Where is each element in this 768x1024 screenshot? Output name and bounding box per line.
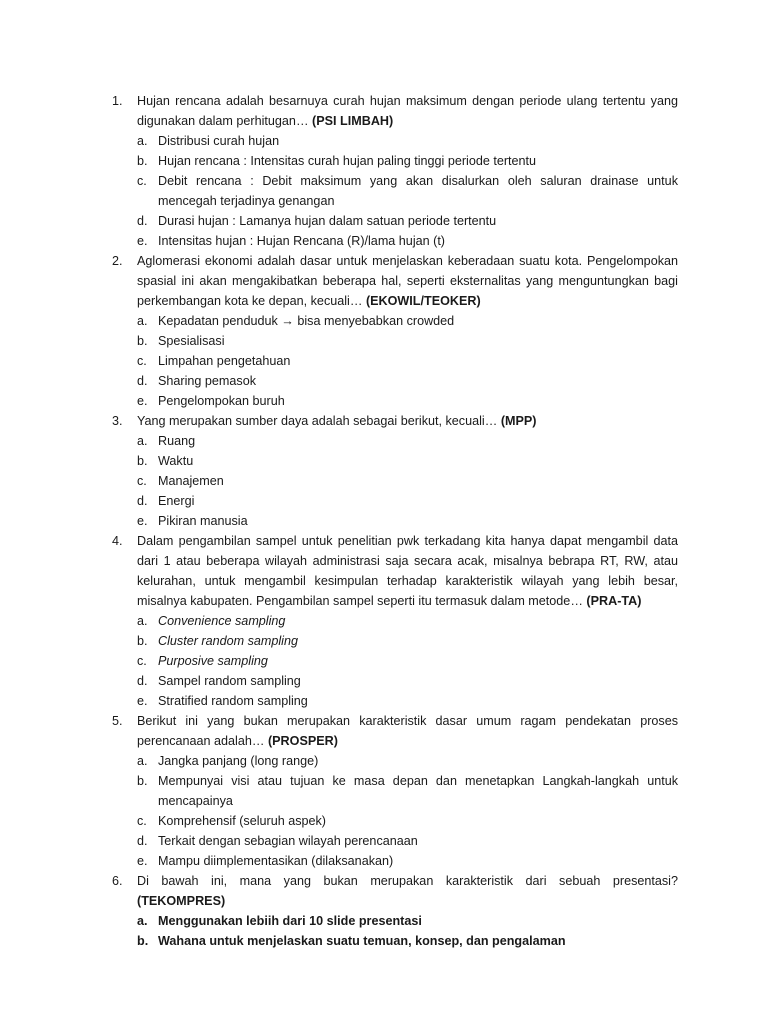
course-tag: (MPP) [500,414,537,428]
option-list [137,751,678,871]
option-list [137,611,678,711]
option-text: Manajemen [158,474,224,488]
question-stem [137,531,678,611]
option-letter: a. [137,914,148,928]
option-text: Sampel random sampling [158,674,301,688]
question-text: Aglomerasi ekonomi adalah dasar untuk menjelaskan keberadaan suatu kota. Pengelompokan spasial ini akan mengakibatkan beberapa hal, seperti eksternalitas yang menguntungkan bagi perkembangan kota ke depan, kecuali… [137,254,678,308]
option-text: Mampu diimplementasikan (dilaksanakan) [158,854,394,868]
option-c [137,351,678,371]
option-text: Komprehensif (seluruh aspek) [158,814,326,828]
question-number: 2. [112,254,123,268]
option-e [137,691,678,711]
option-d [137,671,678,691]
question-stem [137,91,678,131]
option-letter: e. [137,514,148,528]
course-tag: (TEKOMPRES) [137,894,226,908]
question-stem [137,251,678,311]
option-letter: c. [137,474,147,488]
option-text: Purposive sampling [158,654,268,668]
course-tag: (PSI LIMBAH) [312,114,394,128]
option-letter: e. [137,694,148,708]
option-list [137,911,678,951]
question-6 [102,871,678,951]
option-c [137,471,678,491]
option-text: Mempunyai visi atau tujuan ke masa depan dan menetapkan Langkah-langkah untuk mencapainya [158,774,678,808]
option-letter: d. [137,494,148,508]
option-b [137,631,678,651]
option-letter: a. [137,754,148,768]
question-1 [102,91,678,251]
course-tag: (PROSPER) [267,734,338,748]
question-stem [137,871,678,911]
option-text: Cluster random sampling [158,634,298,648]
option-letter: c. [137,814,147,828]
option-letter: a. [137,434,148,448]
option-text: Kepadatan penduduk [158,314,278,328]
option-letter: d. [137,214,148,228]
option-text: Pengelompokan buruh [158,394,285,408]
option-a [137,611,678,631]
option-text-continued: bisa menyebabkan crowded [297,314,455,328]
option-letter: a. [137,314,148,328]
question-text: Hujan rencana adalah besarnuya curah hujan maksimum dengan periode ulang tertentu yang digunakan dalam perhitugan… [137,94,678,128]
question-text: Dalam pengambilan sampel untuk penelitian pwk terkadang kita hanya dapat mengambil data dari 1 atau beberapa wilayah administrasi saja secara acak, misalnya bebrapa RT, RW, atau kelurahan, untuk mengambil kesimpulan terhadap karakteristik wilayah yang lebih besar, misalnya kabupaten. Pengambilan sampel seperti itu termasuk dalam metode… [137,534,678,608]
option-e [137,231,678,251]
question-3 [102,411,678,531]
option-letter: b. [137,454,148,468]
question-stem [137,711,678,751]
option-letter: b. [137,154,148,168]
option-letter: b. [137,634,148,648]
option-text: Ruang [158,434,196,448]
option-c [137,811,678,831]
right-arrow-icon: → [281,314,294,328]
option-e [137,511,678,531]
option-c [137,651,678,671]
option-text: Jangka panjang (long range) [158,754,319,768]
option-a [137,911,678,931]
question-number: 5. [112,714,123,728]
question-text: Berikut ini yang bukan merupakan karakteristik dasar umum ragam pendekatan proses perencanaan adalah… [137,714,678,748]
question-5 [102,711,678,871]
option-list [137,431,678,531]
option-letter: e. [137,854,148,868]
option-text: Distribusi curah hujan [158,134,280,148]
option-letter: b. [137,934,149,948]
option-d [137,211,678,231]
course-tag: (EKOWIL/TEOKER) [365,294,481,308]
option-letter: c. [137,354,147,368]
option-d [137,491,678,511]
option-text: Waktu [158,454,194,468]
option-text: Intensitas hujan : Hujan Rencana (R)/lama hujan (t) [158,234,446,248]
option-letter: e. [137,394,148,408]
option-letter: e. [137,234,148,248]
option-text: Limpahan pengetahuan [158,354,291,368]
option-letter: b. [137,334,148,348]
question-4 [102,531,678,711]
option-b [137,151,678,171]
option-text: Spesialisasi [158,334,225,348]
option-list [137,311,678,411]
option-a [137,311,678,331]
option-letter: c. [137,174,147,188]
option-text: Hujan rencana : Intensitas curah hujan paling tinggi periode tertentu [158,154,537,168]
question-number: 1. [112,94,123,108]
option-b [137,331,678,351]
question-number: 4. [112,534,123,548]
question-number: 6. [112,874,123,888]
option-text: Menggunakan lebiih dari 10 slide presentasi [158,914,422,928]
option-text: Pikiran manusia [158,514,248,528]
option-letter: b. [137,774,148,788]
option-text: Sharing pemasok [158,374,257,388]
option-text: Debit rencana : Debit maksimum yang akan disalurkan oleh saluran drainase untuk mencegah terjadinya genangan [158,174,678,208]
option-a [137,131,678,151]
question-2 [102,251,678,411]
option-letter: a. [137,614,148,628]
option-e [137,391,678,411]
option-letter: c. [137,654,147,668]
option-text: Wahana untuk menjelaskan suatu temuan, konsep, dan pengalaman [158,934,566,948]
option-d [137,831,678,851]
question-list [102,91,678,951]
option-b [137,771,678,811]
option-a [137,431,678,451]
option-letter: d. [137,374,148,388]
option-b [137,931,678,951]
option-text: Energi [158,494,195,508]
option-text: Convenience sampling [158,614,286,628]
question-number: 3. [112,414,123,428]
option-letter: a. [137,134,148,148]
option-d [137,371,678,391]
option-c [137,171,678,211]
option-letter: d. [137,674,148,688]
option-e [137,851,678,871]
option-a [137,751,678,771]
option-text: Durasi hujan : Lamanya hujan dalam satuan periode tertentu [158,214,497,228]
option-b [137,451,678,471]
option-list [137,131,678,251]
question-stem [137,411,678,431]
option-text: Stratified random sampling [158,694,308,708]
question-text: Di bawah ini, mana yang bukan merupakan karakteristik dari sebuah presentasi? [137,874,678,888]
question-text: Yang merupakan sumber daya adalah sebagai berikut, kecuali… [137,414,498,428]
option-letter: d. [137,834,148,848]
option-text: Terkait dengan sebagian wilayah perencanaan [158,834,418,848]
course-tag: (PRA-TA) [586,594,642,608]
